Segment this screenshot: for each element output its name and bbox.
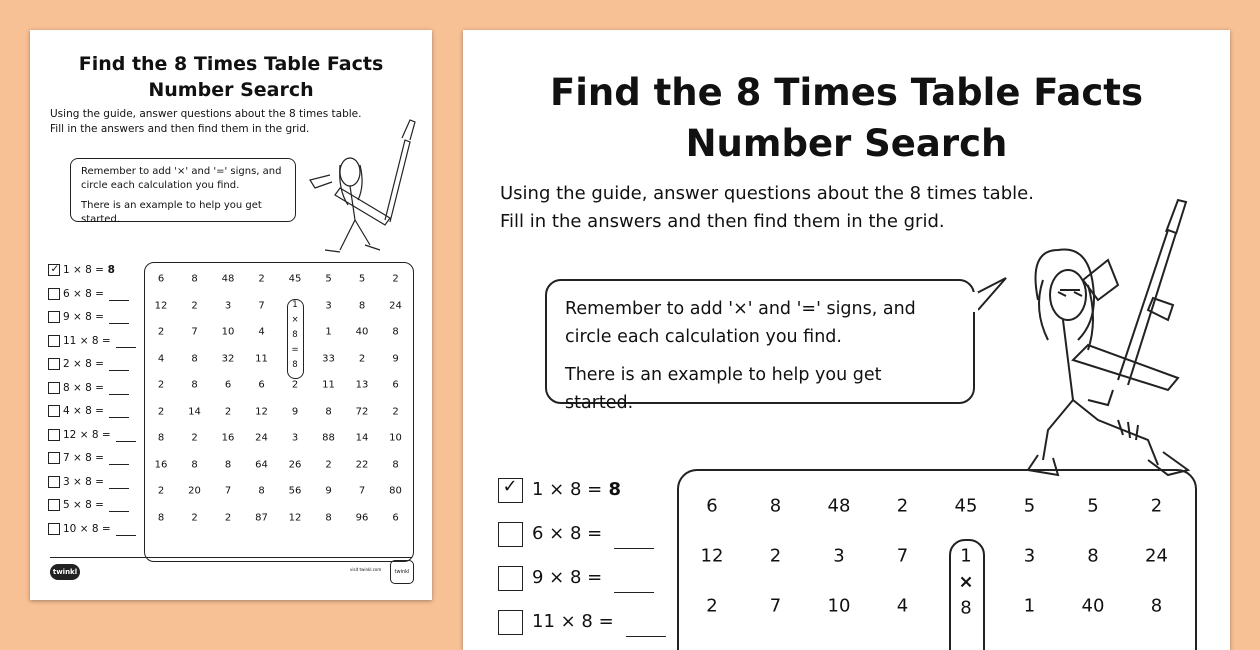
question-item <box>48 334 136 348</box>
question-item <box>48 428 136 442</box>
answer-blank[interactable] <box>109 394 129 395</box>
grid-cell[interactable]: 20 <box>188 485 201 497</box>
grid-cell[interactable]: 8 <box>258 485 265 497</box>
grid-cell[interactable]: 96 <box>355 512 369 523</box>
bubble-line1: Remember to add '×' and '=' signs, and <box>565 299 916 319</box>
main-page[interactable] <box>463 30 1230 650</box>
grid-cell[interactable]: 8 <box>224 459 232 470</box>
grid-cell[interactable]: 10 <box>221 326 235 338</box>
grid-cell[interactable]: × <box>291 315 299 325</box>
checkmark-icon: ✓ <box>502 475 518 497</box>
grid-cell[interactable]: 48 <box>221 273 235 285</box>
grid-cell[interactable]: 8 <box>1087 545 1099 567</box>
speech-bubble-tail <box>968 270 1008 310</box>
grid-cell[interactable]: 8 <box>191 459 198 470</box>
grid-cell[interactable]: 11 <box>322 379 335 391</box>
answer-blank[interactable] <box>116 347 136 348</box>
answer-blank[interactable] <box>614 572 654 593</box>
question-item <box>498 519 654 549</box>
answer-blank[interactable] <box>109 511 129 512</box>
grid-cell[interactable]: 12 <box>700 545 724 567</box>
question-text: 11 × 8 = <box>63 334 111 347</box>
checkbox[interactable] <box>48 523 60 535</box>
grid-cell[interactable]: 8 <box>392 326 399 338</box>
checkbox[interactable] <box>48 405 60 417</box>
grid-cell[interactable]: 12 <box>288 512 302 523</box>
answer-blank[interactable] <box>109 323 129 324</box>
grid-cell[interactable]: 80 <box>389 485 402 497</box>
instructions-line2: Fill in the answers and then find them in the grid. <box>500 211 945 232</box>
grid-cell[interactable]: 6 <box>392 512 399 523</box>
checkmark-icon: ✓ <box>50 263 60 275</box>
grid-cell[interactable]: × <box>958 571 974 593</box>
question-item <box>48 451 129 465</box>
answer-blank[interactable] <box>109 417 129 418</box>
page-title-line2: Number Search <box>148 79 314 101</box>
grid-cell[interactable]: 24 <box>389 300 402 311</box>
answer-blank[interactable] <box>116 441 136 442</box>
grid-cell[interactable]: 2 <box>358 353 366 364</box>
footer-visit-text: visit twinkl.com <box>350 567 382 572</box>
grid-cell[interactable]: 5 <box>325 273 332 285</box>
grid-cell[interactable]: = <box>291 345 299 355</box>
grid-cell[interactable]: 6 <box>706 495 718 517</box>
grid-cell[interactable]: 33 <box>322 353 335 364</box>
grid-cell[interactable]: 14 <box>188 406 201 417</box>
question-item <box>48 475 129 489</box>
grid-cell[interactable]: 9 <box>392 353 399 364</box>
grid-cell[interactable]: 2 <box>191 300 198 311</box>
grid-cell[interactable]: 6 <box>392 379 399 391</box>
grid-cell[interactable]: 26 <box>288 459 302 470</box>
grid-cell[interactable]: 24 <box>255 432 268 444</box>
speech-bubble <box>545 279 975 413</box>
answer-blank[interactable] <box>109 300 129 301</box>
question-item <box>48 498 129 512</box>
grid-cell[interactable]: 2 <box>392 273 399 285</box>
grid-cell[interactable]: 8 <box>358 300 366 311</box>
grid-cell[interactable]: 8 <box>292 360 298 370</box>
question-answer: 8 <box>602 479 622 500</box>
bubble-line2: circle each calculation you find. <box>565 327 842 347</box>
grid-cell[interactable]: 8 <box>960 597 972 619</box>
instructions <box>500 180 1034 236</box>
answer-blank[interactable] <box>109 488 129 489</box>
instructions-line1: Using the guide, answer questions about the 8 times table. <box>500 183 1034 204</box>
checkbox[interactable] <box>498 475 523 503</box>
grid-cell[interactable]: 9 <box>325 485 332 497</box>
grid-cell[interactable]: 7 <box>224 485 232 497</box>
grid-cell[interactable]: 3 <box>325 300 332 311</box>
question-text: 7 × 8 = <box>63 452 104 464</box>
checkbox[interactable] <box>48 335 60 347</box>
grid-cell[interactable]: 12 <box>154 300 168 311</box>
grid-cell[interactable]: 64 <box>255 459 268 470</box>
checkbox[interactable] <box>48 382 60 394</box>
grid-cell[interactable]: 1 <box>1023 595 1036 617</box>
grid-cell[interactable]: 4 <box>258 326 265 338</box>
grid-cell[interactable]: 8 <box>191 379 198 391</box>
grid-cell[interactable]: 1 <box>325 326 332 338</box>
grid-cell[interactable]: 8 <box>191 273 198 285</box>
grid-cell[interactable]: 7 <box>358 485 366 497</box>
answer-blank[interactable] <box>116 535 136 536</box>
grid-cell[interactable]: 40 <box>1081 595 1105 617</box>
checkbox[interactable] <box>48 499 60 511</box>
grid-cell[interactable]: 3 <box>833 545 845 567</box>
grid-cell[interactable]: 2 <box>157 379 165 391</box>
bubble-line2: circle each calculation you find. <box>81 180 240 191</box>
grid-cell[interactable]: 5 <box>1087 495 1099 517</box>
grid-cell[interactable]: 2 <box>157 326 165 338</box>
bubble-line3: There is an example to help you get started. <box>81 200 262 225</box>
grid-cell[interactable]: 45 <box>954 495 978 517</box>
grid-cell[interactable]: 7 <box>769 595 782 617</box>
grid-cell[interactable]: 2 <box>224 406 232 417</box>
thumbnail-page[interactable] <box>30 30 432 600</box>
question-item <box>48 381 129 395</box>
answer-blank[interactable] <box>109 464 129 465</box>
checkbox[interactable] <box>48 358 60 370</box>
question-item <box>498 563 654 593</box>
footer-divider <box>50 557 412 558</box>
checkbox[interactable] <box>48 264 60 276</box>
grid-cell[interactable]: 2 <box>224 512 232 523</box>
grid-cell[interactable]: 8 <box>325 406 332 417</box>
checkbox[interactable] <box>48 311 60 323</box>
grid-cell[interactable]: 2 <box>1150 495 1163 517</box>
number-grid <box>144 262 414 562</box>
grid-cell[interactable]: 8 <box>157 512 165 523</box>
grid-cell[interactable]: 2 <box>157 485 165 497</box>
answer-blank[interactable] <box>614 528 654 549</box>
grid-cell[interactable]: 16 <box>154 459 168 470</box>
grid-cell[interactable]: 14 <box>355 432 369 444</box>
question-text: 9 × 8 = <box>63 311 104 323</box>
grid-cell[interactable]: 2 <box>706 595 718 617</box>
question-item <box>48 404 129 418</box>
question-item <box>48 263 115 277</box>
question-text: 4 × 8 = <box>63 405 104 417</box>
grid-cell[interactable]: 16 <box>221 432 235 444</box>
grid-cell[interactable]: 48 <box>827 495 851 517</box>
grid-cell[interactable]: 2 <box>896 495 909 517</box>
grid-cell[interactable]: 87 <box>255 512 268 523</box>
rock-guitarist-illustration <box>1018 190 1198 480</box>
checkbox[interactable] <box>48 476 60 488</box>
question-text: 12 × 8 = <box>63 428 111 441</box>
grid-cell[interactable]: 8 <box>325 512 332 523</box>
grid-cell[interactable]: 2 <box>191 432 198 444</box>
bubble-line3: There is an example to help you get started. <box>565 365 882 413</box>
grid-cell[interactable]: 8 <box>392 459 399 470</box>
grid-cell[interactable]: 4 <box>157 353 165 364</box>
grid-cell[interactable]: 8 <box>769 495 782 517</box>
grid-cell[interactable]: 7 <box>258 300 265 311</box>
checkbox[interactable] <box>498 610 523 635</box>
question-item <box>48 287 129 301</box>
grid-cell[interactable]: 2 <box>291 379 299 391</box>
question-text: 1 × 8 = <box>63 264 104 276</box>
grid-cell[interactable]: 6 <box>157 273 165 285</box>
grid-cell[interactable]: 5 <box>1023 495 1036 517</box>
question-text: 10 × 8 = <box>63 522 111 535</box>
question-text: 1 × 8 = <box>532 479 603 500</box>
grid-cell[interactable]: 1 <box>292 300 298 310</box>
twinkl-logo: twinkl <box>50 564 80 580</box>
grid-cell[interactable]: 56 <box>288 485 302 497</box>
grid-cell[interactable]: 2 <box>392 406 399 417</box>
grid-cell[interactable]: 6 <box>258 379 265 391</box>
question-text: 6 × 8 = <box>532 523 603 544</box>
checkbox[interactable] <box>498 566 523 591</box>
question-text: 8 × 8 = <box>63 381 104 394</box>
grid-cell[interactable]: 9 <box>291 406 299 417</box>
grid-cell[interactable]: 2 <box>769 545 782 567</box>
grid-cell[interactable]: 7 <box>896 545 909 567</box>
grid-cell[interactable]: 3 <box>1023 545 1036 567</box>
grid-cell[interactable]: 5 <box>358 273 366 285</box>
grid-cell[interactable]: 8 <box>1150 595 1163 617</box>
instructions-line1: Using the guide, answer questions about the 8 times table. <box>50 108 362 120</box>
grid-cell[interactable]: 45 <box>288 273 302 285</box>
question-item <box>498 607 666 637</box>
checkbox[interactable] <box>48 429 60 441</box>
grid-cell[interactable]: 22 <box>355 459 369 470</box>
grid-cell[interactable]: 3 <box>224 300 232 311</box>
question-item <box>48 357 129 371</box>
question-item <box>498 475 621 505</box>
checkbox[interactable] <box>48 288 60 300</box>
number-grid <box>677 469 1197 650</box>
grid-cell[interactable]: 1 <box>960 545 972 567</box>
grid-cell[interactable]: 13 <box>355 379 369 391</box>
question-text: 6 × 8 = <box>63 287 104 300</box>
instructions-line2: Fill in the answers and then find them in the grid. <box>50 123 310 135</box>
grid-cell[interactable]: 7 <box>191 326 198 338</box>
grid-cell[interactable]: 10 <box>827 595 851 617</box>
rock-guitarist-illustration <box>320 110 420 260</box>
grid-cell[interactable]: 32 <box>221 353 235 364</box>
grid-cell[interactable]: 24 <box>1145 545 1168 567</box>
checkbox[interactable] <box>48 452 60 464</box>
footer-mini-logo: twinkl <box>390 560 414 584</box>
grid-cell[interactable]: 8 <box>292 330 298 340</box>
bubble-line1: Remember to add '×' and '=' signs, and <box>81 166 282 177</box>
question-answer: 8 <box>103 264 115 276</box>
grid-cell[interactable]: 40 <box>355 326 369 338</box>
answer-blank[interactable] <box>626 616 666 637</box>
grid-cell[interactable]: 2 <box>191 512 198 523</box>
grid-cell[interactable]: 2 <box>325 459 332 470</box>
grid-cell[interactable]: 6 <box>224 379 232 391</box>
question-text: 11 × 8 = <box>532 611 614 632</box>
checkbox[interactable] <box>498 522 523 547</box>
instructions <box>50 107 361 137</box>
grid-cell[interactable]: 72 <box>355 406 369 417</box>
question-item <box>48 310 129 324</box>
page-title-line1: Find the 8 Times Table Facts <box>549 71 1144 114</box>
speech-bubble <box>70 158 296 225</box>
question-text: 9 × 8 = <box>532 567 603 588</box>
page-title-line1: Find the 8 Times Table Facts <box>78 53 384 75</box>
question-text: 3 × 8 = <box>63 475 104 488</box>
question-text: 2 × 8 = <box>63 358 104 370</box>
grid-cell[interactable]: 8 <box>191 353 198 364</box>
grid-cell[interactable]: 10 <box>389 432 402 444</box>
grid-cell[interactable]: 8 <box>157 432 165 444</box>
grid-cell[interactable]: 2 <box>157 406 165 417</box>
grid-cell[interactable]: 4 <box>896 595 909 617</box>
grid-cell[interactable]: 12 <box>255 406 268 417</box>
grid-cell[interactable]: 88 <box>322 432 335 444</box>
question-text: 5 × 8 = <box>63 499 104 511</box>
grid-cell[interactable]: 2 <box>258 273 265 285</box>
page-title-line2: Number Search <box>685 122 1008 165</box>
grid-cell[interactable]: 3 <box>291 432 299 444</box>
answer-blank[interactable] <box>109 370 129 371</box>
question-item <box>48 522 136 536</box>
grid-cell[interactable]: 11 <box>255 353 268 364</box>
